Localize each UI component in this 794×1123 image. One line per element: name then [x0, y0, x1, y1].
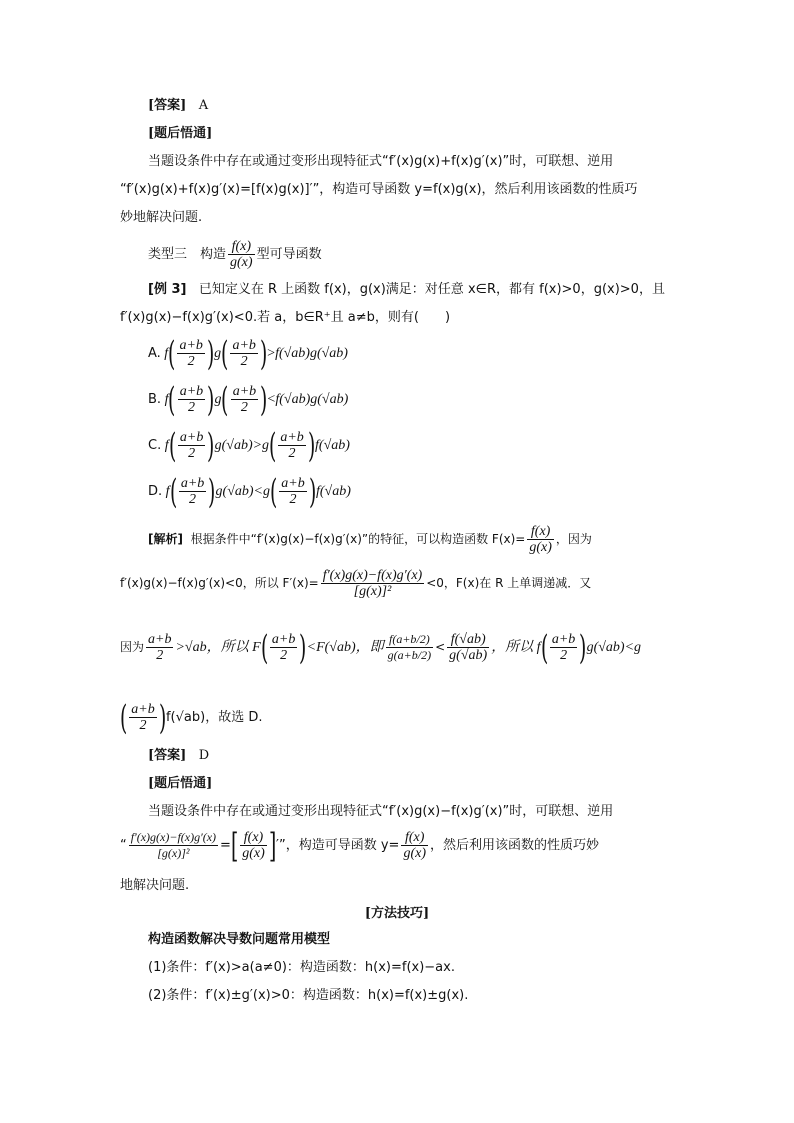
post-insight-heading-2: [题后悟通]: [148, 776, 213, 791]
method-tips-subtitle: 构造函数解决导数问题常用模型: [148, 932, 331, 947]
post-insight2-line-3: 地解决问题.: [120, 878, 190, 893]
method-tip-2: (2)条件：f′(x)±g′(x)>0：构造函数：h(x)=f(x)±g(x).: [148, 988, 469, 1003]
post-insight-line-3: 妙地解决问题.: [120, 210, 203, 225]
option-a: A. f( $\frac{a+b}{2}$ )g( $\frac{a+b}{2}$ )>f(√ab)g(√ab): [148, 333, 348, 374]
post-insight2-line-1: 当题设条件中存在或通过变形出现特征式“f′(x)g(x)−f(x)g′(x)”时，可联想、逆用: [148, 804, 614, 819]
post-insight-line-2: “f′(x)g(x)+f(x)g′(x)=[f(x)g(x)]′”，构造可导函数 y=f(x)g(x)，然后利用该函数的性质巧: [120, 182, 638, 197]
method-tip-1: (1)条件：f′(x)>a(a≠0)：构造函数：h(x)=f(x)−ax.: [148, 960, 455, 975]
post-insight-heading-1: [题后悟通]: [148, 126, 213, 141]
answer-2: [答案] D: [148, 748, 210, 763]
solution-line-4: ( $\frac{a+b}{2}$ )f(√ab)，故选 D.: [119, 697, 263, 738]
example-3-line-1: [例 3] 已知定义在 R 上函数 f(x)，g(x)满足：对任意 x∈R，都有 f(x)>0，g(x)>0，且: [148, 282, 665, 297]
solution-line-2: f′(x)g(x)−f(x)g′(x)<0，所以 F′(x)= $\frac{f'(x)g(x)-f(x)g'(x)}{\text{[g(x)]²}}$ <0，F(x)在 R 上单调递减．又: [120, 568, 592, 599]
post-insight2-line-2: “ $\frac{f'(x)g(x)-f(x)g'(x)}{\text{[g(x)]²}}$ =[ $\frac{f(x)}{g(x)}$ ]′”，构造可导函数 y= $\frac{f(x)}{g(x)}$ ，然后利用该函数的性质巧妙: [120, 825, 599, 866]
option-d: D. f( $\frac{a+b}{2}$ )g(√ab)<g( $\frac{a+b}{2}$ )f(√ab): [148, 471, 351, 512]
type-3-heading: 类型三 构造 $\frac{f(x)}{g(x)}$ 型可导函数: [148, 239, 322, 270]
post-insight-line-1: 当题设条件中存在或通过变形出现特征式“f′(x)g(x)+f(x)g′(x)”时，可联想、逆用: [148, 154, 614, 169]
solution-line-3: 因为 $\frac{a+b}{2}$ >√ab，所以 F( $\frac{a+b}{2}$ )<F(√ab)，即 $\frac{f(a+b/2)}{g(a+b/2)}$ < $\frac{f(√ab)}{g(√ab)}$ ，所以 f( $\frac{a+b}{2}$ )g(√ab)<g: [120, 627, 642, 668]
option-c: C. f( $\frac{a+b}{2}$ )g(√ab)>g( $\frac{a+b}{2}$ )f(√ab): [148, 425, 350, 466]
type3-fraction: $\frac{f(x)}{g(x)}$: [230, 239, 253, 270]
method-tips-title: [方法技巧]: [364, 906, 430, 921]
solution-line-1: [解析] 根据条件中“f′(x)g(x)−f(x)g′(x)”的特征，可以构造函数 F(x)= $\frac{f(x)}{g(x)}$ ，因为: [148, 524, 592, 555]
answer-1: [答案] A: [148, 98, 209, 113]
option-b: B. f( $\frac{a+b}{2}$ )g( $\frac{a+b}{2}$ )<f(√ab)g(√ab): [148, 379, 349, 420]
example-3-line-2: f′(x)g(x)−f(x)g′(x)<0.若 a，b∈R⁺且 a≠b，则有( ): [120, 310, 451, 325]
